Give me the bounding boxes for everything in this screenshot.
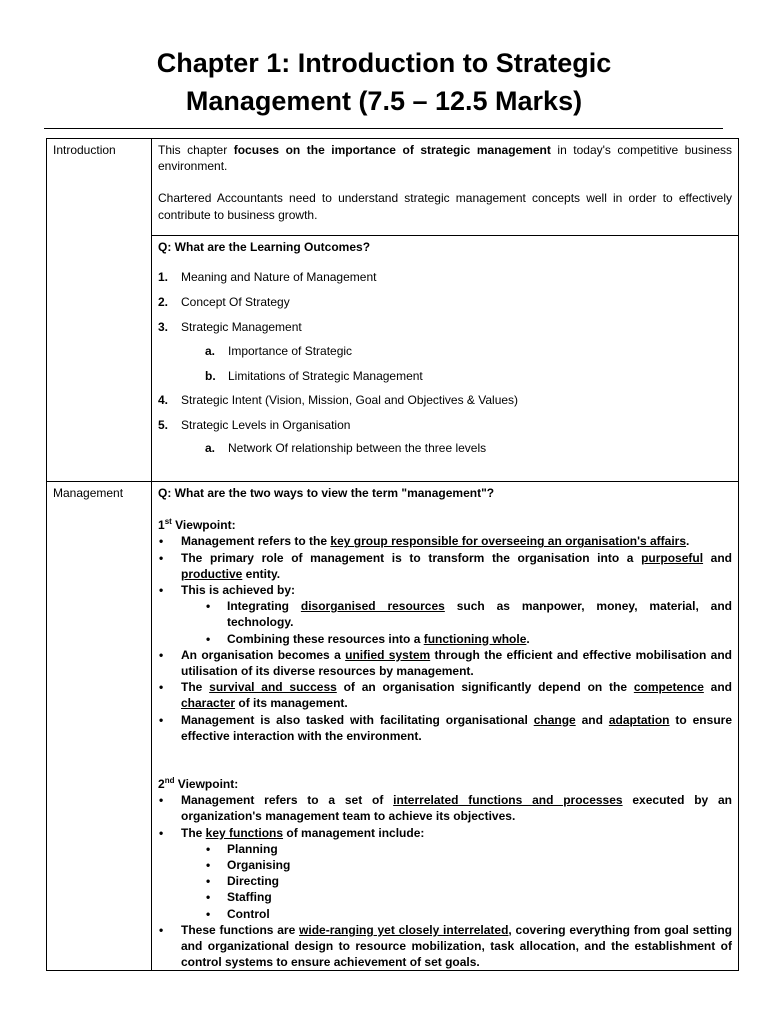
introduction-paragraph-2: Chartered Accountants need to understand strategic management concepts well in order to effectively contribute to business growth. — [158, 191, 732, 222]
list-item — [158, 392, 732, 408]
text-run-underlined: competence — [633, 680, 704, 695]
sub-list-item — [158, 598, 732, 630]
item-text: Strategic Levels in Organisation — [181, 417, 351, 432]
list-item — [158, 319, 732, 384]
heading-ordinal: nd — [164, 776, 175, 786]
text-run: refers to the — [254, 534, 331, 549]
item-text: Limitations of Strategic Management — [228, 368, 423, 383]
key-functions-list — [158, 841, 732, 922]
item-text: Network Of relationship between the three levels — [228, 441, 487, 456]
text-run: of management include: — [283, 825, 425, 840]
item-letter: b. — [205, 368, 216, 383]
sub-list-item: • Directing — [158, 873, 732, 889]
heading-ordinal: st — [164, 517, 172, 527]
learning-outcomes-question: Q: What are the Learning Outcomes? — [158, 240, 371, 254]
list-item — [158, 679, 732, 711]
title-divider — [44, 128, 723, 129]
text-run: of its management. — [235, 696, 348, 711]
text-run: executed by an organization's management team to achieve its objectives. — [181, 793, 732, 824]
text-run: and — [703, 680, 733, 695]
viewpoint-1-heading — [158, 517, 732, 533]
viewpoint-2-list — [158, 792, 732, 970]
sub-list-item: • Organising — [158, 857, 732, 873]
introduction-paragraph-1 — [158, 139, 732, 174]
item-text: Concept Of Strategy — [181, 294, 290, 309]
introduction-row — [47, 139, 739, 236]
list-item — [158, 533, 732, 549]
learning-outcomes-list — [158, 269, 732, 456]
item-letter: a. — [205, 343, 216, 358]
text-run: Integrating — [227, 599, 301, 614]
text-run-underlined: key functions — [205, 825, 284, 840]
text-run-underlined: adaptation — [608, 712, 670, 727]
item-letter: a. — [205, 441, 216, 456]
text-run-underlined: unified system — [345, 647, 431, 662]
sub-list — [158, 440, 732, 456]
text-run: through the efficient and effective mobilisation and utilisation of its diverse resources by management. — [181, 647, 732, 679]
list-item — [158, 825, 732, 922]
text-run-underlined: productive — [181, 566, 243, 581]
item-text: Strategic Management — [181, 319, 302, 334]
text-run-bold: Management — [181, 793, 255, 808]
page-title — [0, 44, 768, 120]
text-run: The — [181, 825, 206, 840]
title-line-2: Management (7.5 – 12.5 Marks) — [185, 86, 583, 116]
text-run-underlined: wide-ranging yet closely interrelated — [299, 922, 509, 937]
sub-list-item — [158, 440, 732, 456]
item-number: 2. — [158, 294, 169, 309]
sub-list-item: • Control — [158, 906, 732, 922]
list-item — [158, 269, 732, 285]
text-run-underlined: interrelated functions and processes — [393, 793, 623, 808]
management-label: Management — [47, 482, 152, 971]
item-text: Meaning and Nature of Management — [181, 270, 377, 285]
text-run: and — [575, 712, 609, 727]
item-number: 4. — [158, 393, 169, 408]
list-item — [158, 647, 732, 679]
list-item — [158, 550, 732, 582]
sub-list — [158, 598, 732, 647]
text-run: Combining these resources into a — [227, 631, 424, 646]
item-number: 1. — [158, 270, 169, 285]
content-table — [46, 138, 739, 971]
text-run: of an organisation significantly depend on the — [336, 680, 634, 695]
list-item — [158, 582, 732, 647]
management-question: Q: What are the two ways to view the term "management"? — [158, 486, 495, 500]
list-item — [158, 712, 732, 744]
item-number: 5. — [158, 417, 169, 432]
heading-text: Viewpoint: — [171, 518, 236, 533]
sub-list-item: • Planning — [158, 841, 732, 857]
sub-list-item — [158, 343, 732, 359]
item-number: 3. — [158, 319, 169, 334]
text-run: . — [686, 534, 690, 549]
heading-number: 1 — [158, 518, 165, 533]
text-run: to ensure effective interaction with the environment. — [181, 712, 732, 743]
text-run: Management is also tasked with facilitating organisational — [181, 712, 534, 727]
text-run: in today's competitive business environment. — [158, 143, 732, 174]
text-run: This chapter — [158, 143, 234, 157]
text-run: These functions are — [181, 922, 300, 937]
text-run-underlined: disorganised resources — [300, 599, 445, 614]
heading-text: Viewpoint: — [174, 777, 239, 792]
text-run: . — [526, 631, 530, 646]
heading-number: 2 — [158, 777, 165, 792]
text-run: The primary role of management is to transform the organisation into a — [181, 550, 642, 565]
text-run-underlined: key group responsible for overseeing an organisation's affairs — [330, 534, 687, 549]
sub-list-item — [158, 631, 732, 647]
list-item — [158, 792, 732, 824]
sub-list — [158, 343, 732, 384]
text-run: and — [703, 550, 733, 565]
text-run: such as manpower, money, material, and technology. — [227, 599, 732, 630]
introduction-label: Introduction — [47, 139, 152, 482]
learning-outcomes-cell — [152, 236, 739, 482]
text-run-underlined: survival and success — [209, 680, 337, 695]
management-row — [47, 482, 739, 971]
viewpoint-2-heading — [158, 776, 732, 792]
text-run-bold: focuses on the importance of strategic management — [233, 143, 551, 157]
item-text: Strategic Intent (Vision, Mission, Goal and Objectives & Values) — [181, 393, 519, 408]
list-item — [158, 922, 732, 971]
text-run: An organisation becomes a — [181, 647, 346, 662]
text-run-bold: Management — [181, 534, 255, 549]
text-run-underlined: functioning whole — [423, 631, 527, 646]
text-run-underlined: purposeful — [641, 550, 704, 565]
viewpoint-1-list — [158, 533, 732, 744]
text-run-underlined: character — [181, 696, 236, 711]
text-run: refers to a set of — [254, 793, 394, 808]
sub-list-item — [158, 368, 732, 384]
text-run: This is achieved by: — [181, 583, 296, 598]
title-line-1: Chapter 1: Introduction to Strategic — [156, 48, 612, 78]
item-text: Importance of Strategic — [228, 343, 353, 358]
text-run-underlined: change — [533, 712, 576, 727]
list-item — [158, 417, 732, 456]
sub-list-item: • Staffing — [158, 889, 732, 905]
list-item — [158, 294, 732, 310]
text-run: , covering everything from goal setting and organizational design to resource mobilization, task allocation, and the establishment of control systems to ensure achievement of set goals. — [181, 922, 733, 970]
text-run: entity. — [242, 566, 281, 581]
text-run: The — [181, 680, 210, 695]
introduction-cell — [152, 139, 739, 236]
management-cell — [152, 482, 739, 971]
